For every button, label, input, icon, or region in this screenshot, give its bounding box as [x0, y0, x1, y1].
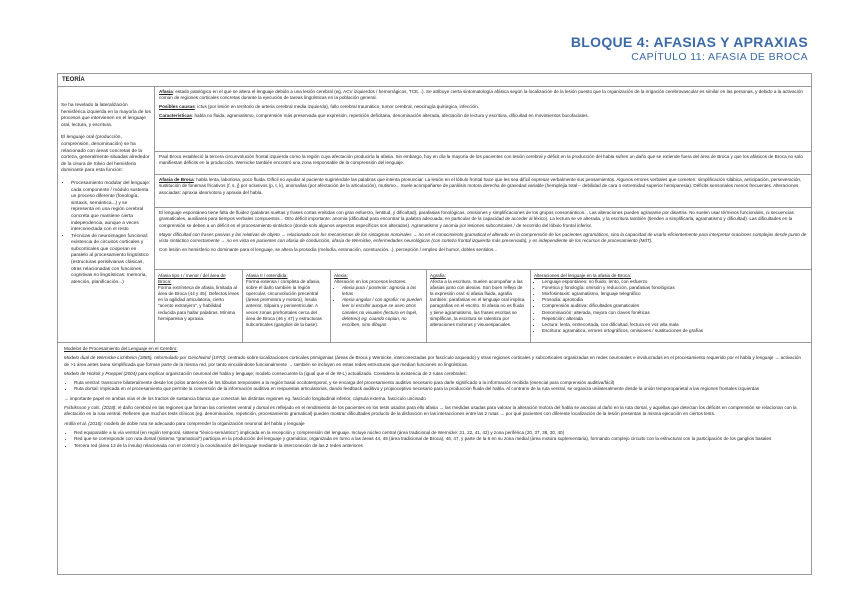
- broca-definition-cell: [155, 175, 811, 208]
- white-matter-note: → importante papel en ambas vías el de los tractos de sustancia blanca que conectan las distintas regiones eg. fascículo longitudinal inferior, cápsula externa, fascículo uncinado: [64, 395, 426, 401]
- lateralization-text: Se ha revelado la lateralización hemisférica izquierda en la mayoría de los procesos que intervienen en el lenguaje oral, lectura, y escritura.: [61, 103, 151, 128]
- cell-alterations: [531, 270, 811, 342]
- list-item: • Alexia angular / con agrafia: no pueden leer ni escribir aunque se usen otros canales no visuales (lectura en lapel, deletreo) eg. cuando copian, no escriben, sino dibujan: [342, 297, 423, 327]
- model-label: Fridriksson y cols. (2018): [64, 405, 116, 411]
- term-label: Afasia: [159, 89, 173, 94]
- models-section: [58, 342, 811, 574]
- list-item: • Procesamiento modular del lenguaje: cada componente / módulo sustenta un proceso diferente (fonología, sintaxis, semántica...) y se representa en una región cerebral concreta que mantiene cierta independencia, aunque a veces interconectada con el resto: [71, 181, 151, 234]
- left-column: [58, 87, 155, 342]
- model-label: Modelo dual de Wernicke-Lichtheim (1885), reformulado por Geschwind (1970): [64, 355, 226, 361]
- list-item: • Alexia pura / posterior: agnosia a las letras: [342, 285, 423, 297]
- oral-language-text: El lenguaje oral (producción, comprensión, denominación) se ha relacionado con áreas concretas de la corteza, generalmente situadas alrededor de la cisura de Silvio del hemisferio dominante para esta función:: [61, 135, 150, 174]
- list-item: • Red equiparable a la vía ventral (en región temporal, sistema "léxico-semántico") implicada en la recepción y comprensión del lenguaje. Incluye núcleo central (área tradicional de Wernicke: 21, 22, 41, 42) y zona periférica (20, 37, 38, 30, 40): [74, 430, 805, 436]
- model-ardila: [64, 421, 805, 427]
- block-title: BLOQUE 4: AFASIAS Y APRAXIAS: [570, 34, 808, 50]
- list-item: • Lectura: lenta, entrecortada, con dificultad, lectura en voz alta mala: [542, 322, 808, 328]
- term-text: : estado patológico en el que se altera el lenguaje debido a una lesión cerebral (eg. ACV izquierdos / hemorrágicos, TCE...). Se atribuye cierta sintomatología afásica según la localización de la lesión puesto que la organización de la irrigación cerebrovascular es similar en las personas, y debido a la activación común de regiones corticales concretas durante la ejecución de tareas lingüísticas en la población general.: [159, 89, 803, 101]
- chapter-title: CAPÍTULO 11: AFASIA DE BROCA: [631, 51, 808, 63]
- models-title: Modelos de Procesamiento del Lenguaje en el Cerebro:: [64, 346, 178, 351]
- model-label: Modelo de Hickok y Poeppel (2004): [64, 370, 137, 376]
- cell-title: Alexia:: [334, 273, 348, 278]
- prosody-text: Con lesión en hemisferio no dominante para el lenguaje, se altera la prosodia (melodía, entonación, acentuación...), percepción / empleo del humor, dobles sentidos...: [159, 247, 498, 253]
- broca-history-text: Paul Broca estableció la tercera circunvolución frontal izquierda como la región cuya afectación produciría la afasia. Sin embargo, hoy en día la mayoría de los pacientes con lesión cerebral y déficit en la producción del habla sufren un daño que se extiende fuera del área de Broca y que los afásicos de Broca no solo manifiestan déficits en la producción. Wernicke también encontró una zona responsable de la comprensión del lenguaje.: [159, 154, 803, 166]
- cell-title: Agrafia:: [430, 273, 446, 278]
- broca-history-cell: [155, 152, 811, 175]
- cell-text: Alteración en los procesos lectores.: [334, 279, 407, 285]
- theory-table: [57, 73, 812, 575]
- alterations-list: [534, 279, 808, 334]
- causas-paragraph: [159, 104, 807, 110]
- cell-title: Alteraciones del lenguaje en la afasia de Broca:: [534, 273, 632, 278]
- cell-agrafia: [427, 270, 531, 342]
- list-item: • Escritura: agramática, errores ortográficos, omisiones / sustituciones de grafías: [542, 328, 808, 334]
- spontaneous-language-text: El lenguaje espontáneo tiene falta de fluidez (palabras sueltas y frases cortas emitidas con gran esfuerzo, lentitud, y dificultad), parafasias fonológicas, omisiones y simplificaciones de los grupos consonánticos... Las alteraciones pueden agravarse por disartria. No suelen usar términos funcionales, ni secuencias gramaticales, auxiliares para tiempos verbales compuestos... Otro déficit importante: anomia (dificultad para encontrar la palabra adecuada, en particular de la capacidad de acceder al léxico). La lectura se ve alterada, y la escritura también (tienden a simplificarla, agramatismo y dificultad). Las dificultades en la comprensión se deben a un déficit en el procesamiento sintáctico (donde solo algunos aspectos específicos son alterados). Agramatismo y anomia por lesiones subcorticales / de recorrido del lóbulo frontal inferior.: [159, 210, 794, 228]
- list-item: • Morfosintaxis: agramatismo, lenguaje telegráfico: [542, 291, 808, 297]
- caracteristicas-paragraph: [159, 113, 807, 119]
- alexia-list: [334, 285, 423, 328]
- cell-title: Afasia II / extendida:: [246, 273, 288, 278]
- cell-text: Forma extrínseca de afasia, limitada al área de Broca (44 y 45). Defectos leves en la agilidad articulatoria, cierto "acento extranjero", y habilidad reducida para hallar palabras. Mínima hemiparesia y apraxia.: [158, 285, 239, 321]
- list-item: • Lenguaje espontáneo: no fluido, lento, con esfuerzo: [542, 279, 808, 285]
- list-item: • Comprensión auditiva: dificultades gramaticales: [542, 303, 808, 309]
- subtypes-row: [155, 270, 811, 342]
- model-hickok: [64, 371, 805, 377]
- model-text: para explicar organización neuronal del habla y lenguaje; modelo consecuente la (igual que el de W-L) actualizado. Considera la existencia de 2 rutas cerebrales:: [136, 370, 467, 376]
- routes-list: [64, 380, 805, 393]
- model-text: : centrado sobre localizaciones corticales primigenias (áreas de Broca y Wernicke, interconectadas por fascículo arqueado) y otras regiones corticales y subcorticales organizadas en redes neuronales e involucradas en el procesamiento requerido por el habla y lenguaje → activación de >1 área antes tarea simplificada que forman parte de la misma red, por tanto vinculándose funcionalmente → también se incluyen en estas redes estructuras que median funciones no lingüísticas.: [64, 355, 802, 367]
- list-item: • Denominación: alterada, mejora con claves fonéticas: [542, 310, 808, 316]
- term-label: Características: [159, 113, 192, 119]
- document-header: [571, 34, 808, 63]
- term-text: : ictus (por lesión en territorio de arteria cerebral media izquierda), fallo cerebral traumático, tumor cerebral, neocirugía quirúrgica, infección.: [194, 104, 479, 110]
- broca-definition-paragraph: [159, 177, 807, 196]
- term-label: Posibles causas: [159, 104, 195, 110]
- model-text: : modelo de doble ruta se adecuado para comprender la organización neuronal del habla y lenguaje: [101, 420, 305, 426]
- model-wernicke: [64, 355, 805, 368]
- list-item: • Ruta dorsal: implicada en el procesamiento que permite la conversión de la información auditiva en respuestas articulatorias, dando feedback auditivo y propioceptivo necesario para la producción fluida del habla. Al contrario de la ruta ventral, se organiza unilateralmente desde la unión temporoparietal a las regiones frontales izquierdas: [74, 386, 805, 392]
- list-item: • Prosodia: aprosodia: [542, 297, 808, 303]
- model-label: Ardila et al. (2016): [64, 420, 102, 426]
- list-item: • Tercera red (área 13 de la ínsula) relacionada con el control y la coordinación del lenguaje mediante la interconexión de las 2 redes anteriores: [74, 443, 805, 449]
- section-label: TEORÍA: [58, 74, 811, 87]
- comprehension-text: Mayor dificultad con frases pasivas y las relativas de objeto → relacionado con los mecanismos de los sintagmas nominales → no en el conocimiento gramatical el alterado en la comprensión de los pacientes agramáticos, sino la capacidad de usarlo eficientemente para interpretar oraciones complejas desde punto de vista sintáctico correctamente → no en vista en pacientes con afasia de conducción, afasia de Wernicke, enfermedades neurológicas (con corteza frontal izquierda más preservada), y es independiente de los recursos de procesamiento (MdT).: [159, 231, 807, 244]
- cell-type2: [243, 270, 331, 342]
- cell-alexia: [331, 270, 427, 342]
- afasia-paragraph: [159, 89, 807, 102]
- cell-title: Afasia tipo I / menor / del área de Broca:: [158, 273, 226, 285]
- list-item: • Repetición: alterada: [542, 316, 808, 322]
- list-item: • Ruta ventral: transcurre bilateralmente desde los polos anteriores de los lóbulos temporales a la región basal occitotemporal, y se encarga del procesamiento auditivo necesario para darle significado a la información recibida (esencial para comprensión auditiva/fácil): [74, 380, 805, 386]
- networks-list: [64, 430, 805, 449]
- approach-list: [61, 181, 151, 287]
- term-label: Afasia de Broca: [159, 177, 194, 182]
- list-item: • Técnicas de neuroimagen funcional: existencia de circuitos corticales y subcorticales que cooperan en paralelo al procesamiento lingüístico (estructuras perisilvianas clásicas, otras relacionadas con funciones cognitivas no lingüísticas: memoria, atención, planificación...): [71, 234, 151, 287]
- cell-text: Forma extensa / completa de afasia, sobre el daño también la región opercular, circunvolución precentral (áreas premotora y motora), ínsula anterior, Silpaira y periventricular. A veces zonas prefrontales cerca del área de Broca (46 y 47) y estructuras subcorticales (ganglios de la base).: [246, 279, 322, 327]
- list-item: • Red que se corresponde con ruta dorsal (sistema "gramatical") participa en la producción del lenguaje y gramática; organizada en torno a las áreas 44, 45 (área tradicional de Broca), 46, 47, y parte de la 6 en su zona medial (área motora suplementaria), formando complejo circuito con la estructural con la participación de los ganglios basales: [74, 436, 805, 442]
- language-errors-cell: [155, 208, 811, 270]
- afasia-definition-cell: [155, 87, 811, 152]
- term-text: : habla lenta, laboriosa, poco fluida. Difícil no ayudar al paciente sugiriéndole las palabras que intenta pronunciar. La lesión en el lóbulo frontal hace que les sea difícil expresar verbalmente sus pensamientos. Algunos errores verbales que cometen: simplificación silábica, anticipación, perseveración, sustitución de fonemas fricativos (f, s, j) por oclusivos (p, t, k), anomalías (por afectación de la articulación), mutismo... Suele acompañarse de parálisis motora derecha de gravedad variable (hemiplejia total – debilidad de cara o extremidad superior hemiparesia). Déficits sensoriales menos frecuentes. Alteraciones asociadas: apraxia ideomotora y apraxia del habla.: [159, 177, 802, 195]
- cell-text: Afecta a la escritura. Suelen acompañar a las afasias junto con alexias. Son buen reflejo de la expresión oral: si afasia fluida, agrafia también; parafasias en el lenguaje oral implica paragrafias en el escrito. Si afasia no es fluida y tiene agramatismo, las frases escritas se simplifican, la escritura se ralentiza por alteraciones motoras y visuoespaciales.: [430, 279, 525, 327]
- cell-type1: [155, 270, 243, 342]
- term-text: : habla no fluida, agramatismo, comprensión más preservada que expresión, repetición deficitaria, denominación alterada, afectación de lectura y escritura, dificultad en movimientos bucofaciales.: [191, 113, 589, 119]
- model-text: : el daño cerebral en las regiones que forman las corrientes ventral y dorsal es reflejado en el rendimiento de los pacientes en los tests usados para ello afasia → las medidas usadas para valorar la alteración motora del habla se asocian al daño en la ruta dorsal, y aquellas que detectan los déficits en comprensión se relacionan con la afectación en la ruta ventral. Refieren que muchos tests clínicos (eg. denominación, repetición, procesamiento gramatical) pueden mostrar dificultades producto de la disfunción en las interacciones entre las 2 rutas → por qué pacientes con diferente localización de la lesión presentan la misma ejecución en ciertos tests.: [64, 405, 797, 417]
- model-fridriksson: [64, 405, 805, 418]
- list-item: • Fonética y fonología: omisión y reducción, parafasias fonológicas: [542, 285, 808, 291]
